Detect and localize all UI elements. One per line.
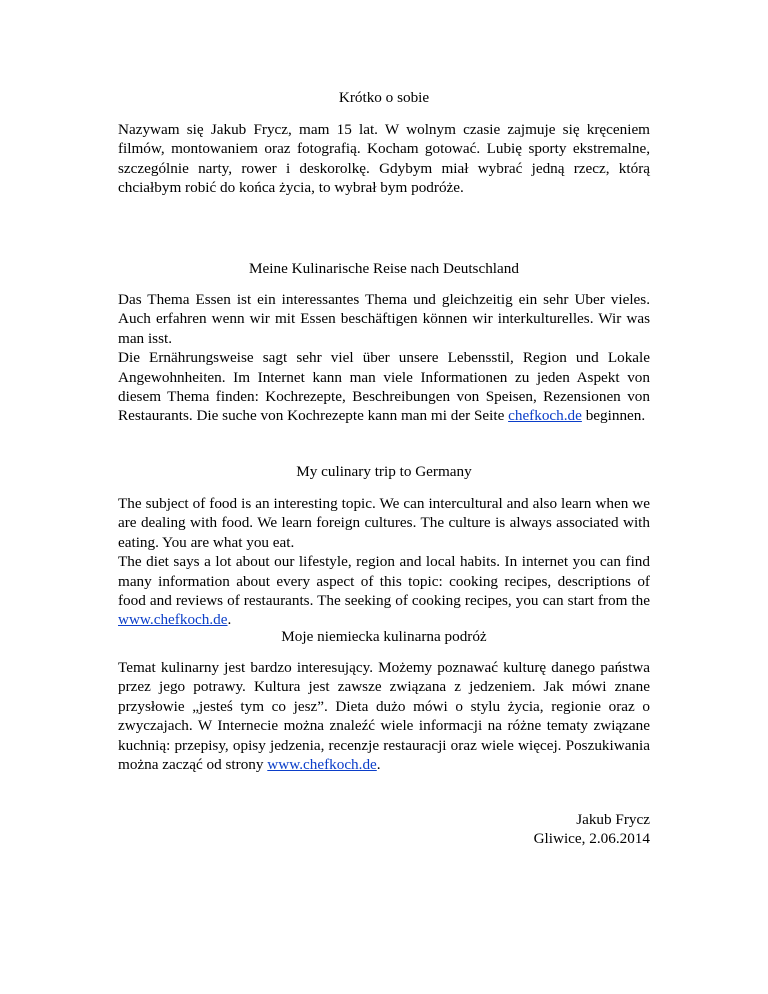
chefkoch-link-english[interactable]: www.chefkoch.de <box>118 611 228 629</box>
section-heading-about-me: Krótko o sobie <box>338 89 430 106</box>
german-text-2 <box>118 348 650 426</box>
chefkoch-link-polish[interactable]: www.chefkoch.de <box>267 756 377 774</box>
german-text-2-start: Die Ernährungsweise sagt sehr viel über unsere Lebensstil, Region und Lokale Angewohnheiten. Im Internet kann man viele Informationen zu jeden Aspekt von diesem Thema finden: Kochrezepte, Beschreibungen von Speisen, Rezensionen von Restaurants. Die suche von Kochrezepte kann man mi der Seite <box>118 349 650 425</box>
polish-text <box>118 658 650 774</box>
signature-place-date: Gliwice, 2.06.2014 <box>533 830 650 848</box>
english-text-2-start: The diet says a lot about our lifestyle, region and local habits. In internet you can find many information about every aspect of this topic: cooking recipes, descriptions of food and reviews of restaurants. The seeking of cooking recipes, you can start from the <box>118 553 650 610</box>
german-text-2-end: beginnen. <box>581 407 646 425</box>
english-text-2-end: . <box>227 611 232 629</box>
polish-text-start: Temat kulinarny jest bardzo interesujący. Możemy poznawać kulturę danego państwa przez jego potrawy. Kultura jest zawsze związana z jedzeniem. Jak mówi znane przysłowie „jesteś tym co jesz”. Dieta dużo mówi o stylu życia, regionie oraz o zwyczajach. W Internecie można znaleźć wiele informacji na różne tematy związane kuchnią: przepisy, opisy jedzenia, recenzje restauracji oraz wiele więcej. Poszukiwania można zacząć od strony <box>118 659 650 774</box>
english-text-2 <box>118 552 650 630</box>
about-me-text: Nazywam się Jakub Frycz, mam 15 lat. W wolnym czasie zajmuje się kręceniem filmów, montowaniem oraz fotografią. Kocham gotować. Lubię sporty ekstremalne, szczególnie narty, rower i deskorolkę. Gdybym miał wybrać jedną rzecz, którą chciałbym robić do końca życia, to wybrał bym podróże. <box>118 121 650 197</box>
chefkoch-link-german[interactable]: chefkoch.de <box>508 407 582 425</box>
section-heading-german: Meine Kulinarische Reise nach Deutschland <box>249 260 519 277</box>
german-text-1: Das Thema Essen ist ein interessantes Thema und gleichzeitig ein sehr Uber vieles. Auch erfahren wenn wir mit Essen beschäftigen können wir interkulturelles. Wir was man isst. <box>118 291 650 347</box>
signature-block <box>534 810 650 849</box>
german-paragraph <box>118 290 650 426</box>
english-paragraph <box>118 494 650 630</box>
polish-paragraph <box>118 658 650 774</box>
english-text-1: The subject of food is an interesting topic. We can intercultural and also learn when we are dealing with food. We learn foreign cultures. The culture is always associated with eating. You are what you eat. <box>118 495 650 551</box>
section-heading-polish: Moje niemiecka kulinarna podróż <box>281 628 487 645</box>
signature-name: Jakub Frycz <box>576 811 650 828</box>
about-me-paragraph <box>118 120 650 198</box>
section-heading-english: My culinary trip to Germany <box>296 463 472 480</box>
polish-text-end: . <box>376 756 381 774</box>
